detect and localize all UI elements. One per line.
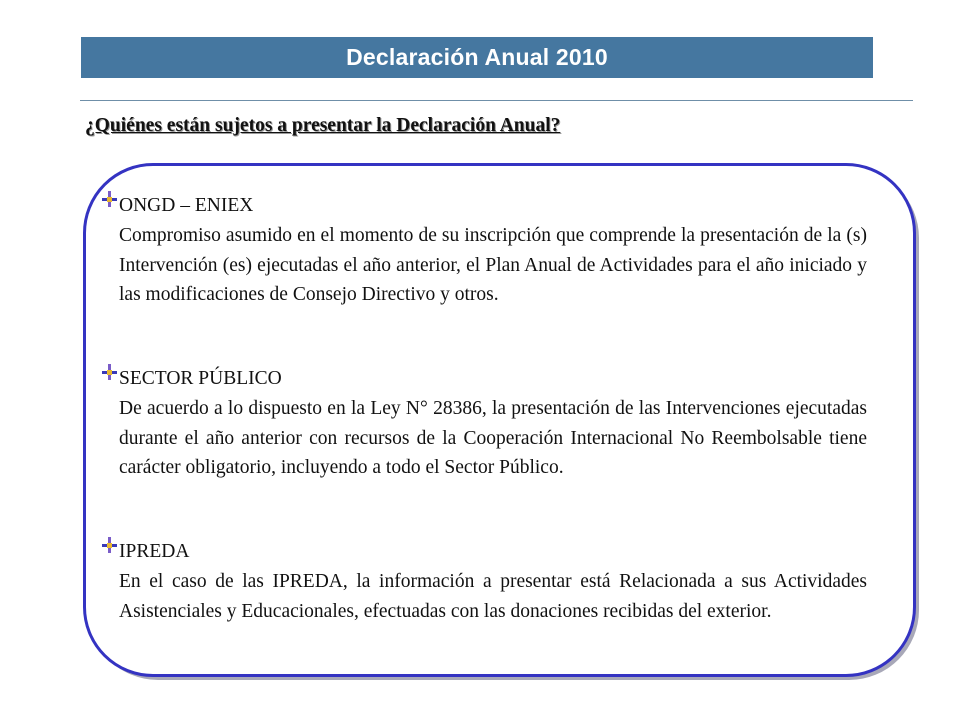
bullet-icon	[102, 364, 118, 380]
section-body: Compromiso asumido en el momento de su inscripción que comprende la presentación de la (s) Intervención (es) ejecutadas el año anterior, el Plan Anual de Actividades para el año iniciado y las modificaciones de Consejo Directivo y otros.	[119, 225, 867, 305]
section-heading: IPREDA	[119, 541, 190, 562]
title-bar	[81, 37, 873, 78]
section-ipreda	[119, 540, 867, 626]
section-heading: ONGD – ENIEX	[119, 195, 254, 216]
section-question: ¿Quiénes están sujetos a presentar la Declaración Anual?	[85, 115, 561, 136]
page-title: Declaración Anual 2010	[346, 44, 608, 70]
header-divider	[80, 100, 913, 101]
section-body: De acuerdo a lo dispuesto en la Ley N° 28386, la presentación de las Intervenciones ejecutadas durante el año anterior con recursos de la Cooperación Internacional No Reembolsable tiene carácter obligatorio, incluyendo a todo el Sector Público.	[119, 398, 867, 478]
section-sector-publico	[119, 367, 867, 483]
bullet-icon	[102, 537, 118, 553]
bullet-icon	[102, 191, 118, 207]
section-heading: SECTOR PÚBLICO	[119, 368, 282, 389]
section-body: En el caso de las IPREDA, la información a presentar está Relacionada a sus Actividades Asistenciales y Educacionales, efectuadas con las donaciones recibidas del exterior.	[119, 571, 867, 622]
section-ongd-eniex	[119, 194, 867, 310]
